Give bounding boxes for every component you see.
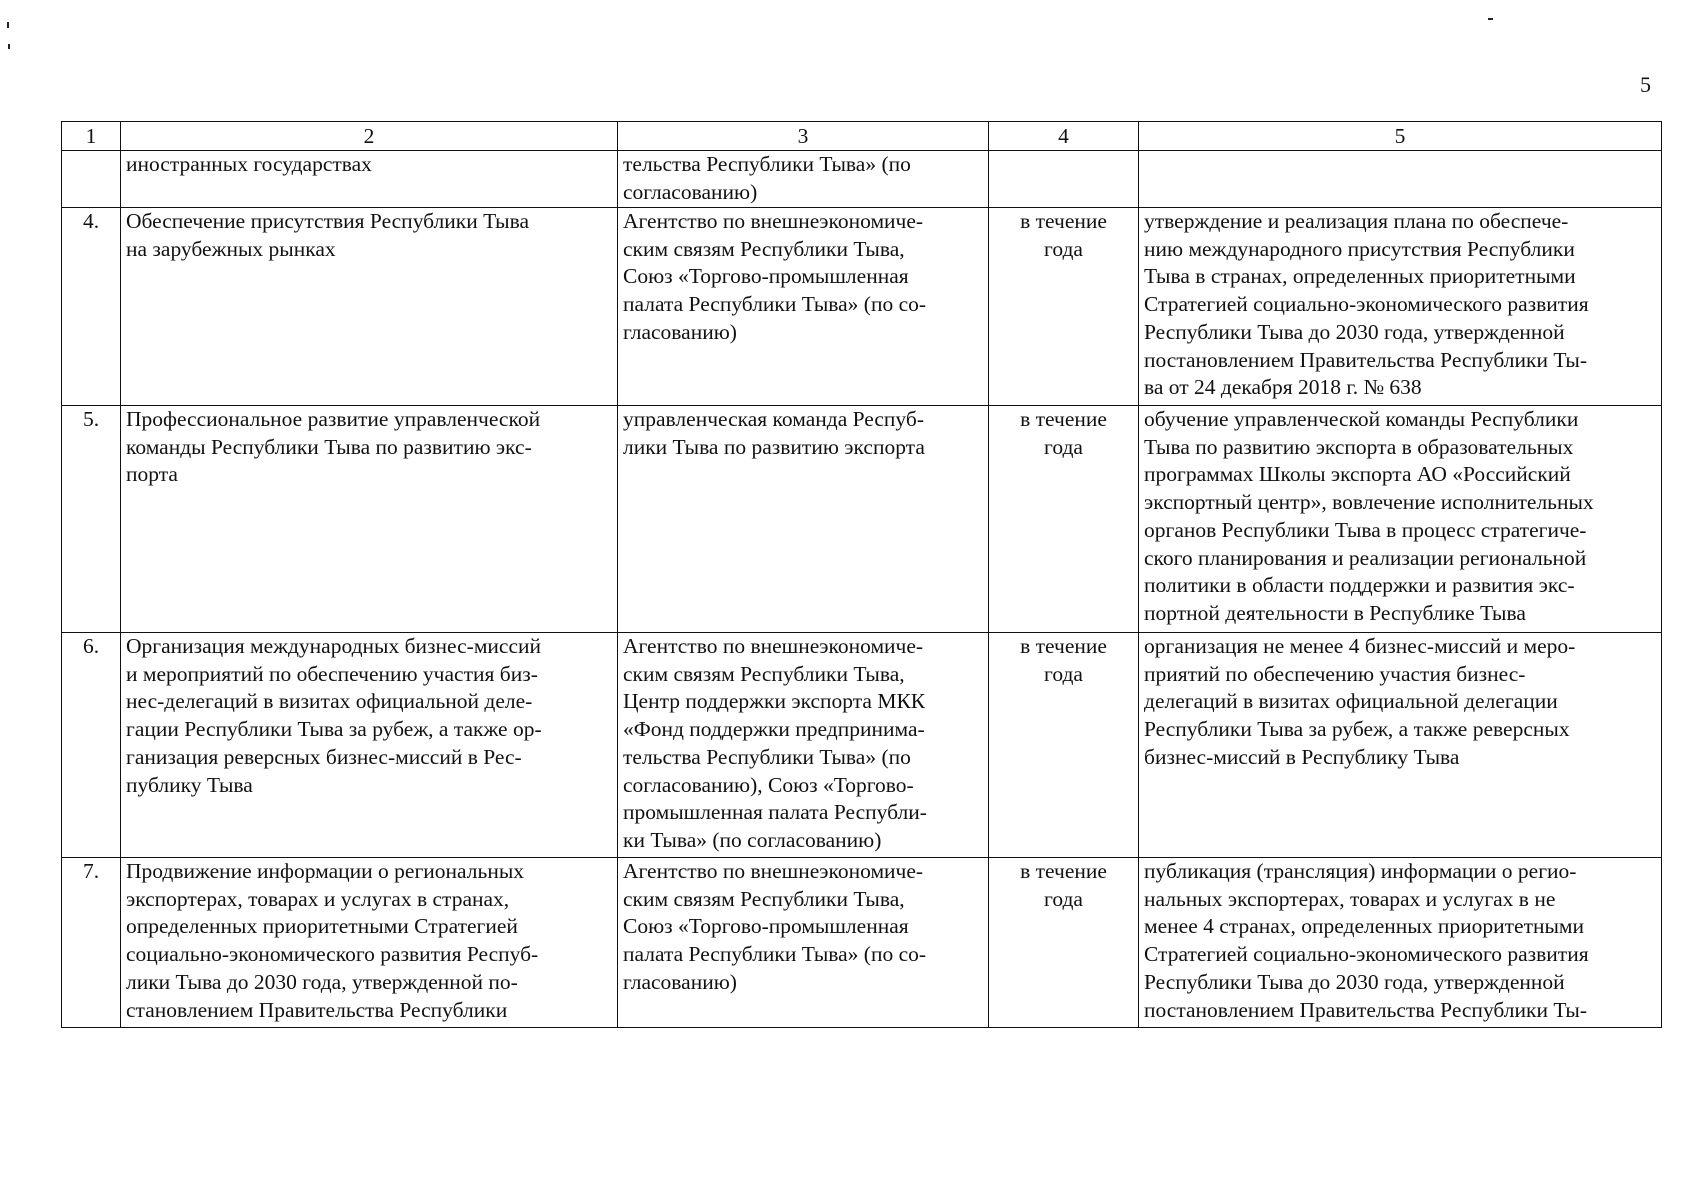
executor-cell: тельства Республики Тыва» (по согласованию) [618,151,989,208]
term-cell: в течение года [989,858,1139,1028]
row-number [62,151,121,208]
scan-mark [8,44,10,49]
executor-cell: Агентство по внешнеэкономиче- ским связям Республики Тыва, Союз «Торгово-промышленная палата Республики Тыва» (по со- гласованию) [618,858,989,1028]
table-row [62,858,1662,1028]
term-cell: в течение года [989,406,1139,633]
result-cell: обучение управленческой команды Республики Тыва по развитию экспорта в образовательных программах Школы экспорта АО «Российский экспортный центр», вовлечение исполнительных органов Республики Тыва в процесс стратегиче- ского планирования и реализации региональной политики в области поддержки и развития экс- портной деятельности в Республике Тыва [1139,406,1662,633]
executor-cell: Агентство по внешнеэкономиче- ским связям Республики Тыва, Центр поддержки экспорта МКК «Фонд поддержки предпринима- тельства Республики Тыва» (по согласованию), Союз «Торгово- промышленная палата Республи- ки Тыва» (по согласованию) [618,633,989,858]
table-row [62,151,1662,208]
row-number: 7. [62,858,121,1028]
table-header-row [62,122,1662,151]
plan-table [61,121,1662,1028]
executor-cell: управленческая команда Респуб- лики Тыва по развитию экспорта [618,406,989,633]
column-header: 2 [121,122,618,151]
column-header: 1 [62,122,121,151]
row-number: 6. [62,633,121,858]
event-cell: Организация международных бизнес-миссий и мероприятий по обеспечению участия биз- нес-делегаций в визитах официальной деле- гации Республики Тыва за рубеж, а также ор- ганизация реверсных бизнес-миссий в Рес- публику Тыва [121,633,618,858]
event-cell: Профессиональное развитие управленческой команды Республики Тыва по развитию экс- порта [121,406,618,633]
column-header: 3 [618,122,989,151]
event-cell: иностранных государствах [121,151,618,208]
table-row [62,208,1662,406]
column-header: 4 [989,122,1139,151]
scan-mark [1488,18,1493,20]
executor-cell: Агентство по внешнеэкономиче- ским связям Республики Тыва, Союз «Торгово-промышленная палата Республики Тыва» (по со- гласованию) [618,208,989,406]
result-cell: утверждение и реализация плана по обеспече- нию международного присутствия Республики Тыва в странах, определенных приоритетными Стратегией социально-экономического развития Республики Тыва до 2030 года, утвержденной постановлением Правительства Республики Ты- ва от 24 декабря 2018 г. № 638 [1139,208,1662,406]
event-cell: Обеспечение присутствия Республики Тыва на зарубежных рынках [121,208,618,406]
term-cell [989,151,1139,208]
scan-mark [7,22,9,28]
table-row [62,633,1662,858]
row-number: 5. [62,406,121,633]
term-cell: в течение года [989,208,1139,406]
table-row [62,406,1662,633]
row-number: 4. [62,208,121,406]
event-cell: Продвижение информации о региональных экспортерах, товарах и услугах в странах, определенных приоритетными Стратегией социально-экономического развития Респуб- лики Тыва до 2030 года, утвержденной по- становлением Правительства Республики [121,858,618,1028]
column-header: 5 [1139,122,1662,151]
result-cell: публикация (трансляция) информации о регио- нальных экспортерах, товарах и услугах в не менее 4 странах, определенных приоритетными Стратегией социально-экономического развития Республики Тыва до 2030 года, утвержденной постановлением Правительства Республики Ты- [1139,858,1662,1028]
term-cell: в течение года [989,633,1139,858]
result-cell [1139,151,1662,208]
result-cell: организация не менее 4 бизнес-миссий и меро- приятий по обеспечению участия бизнес- делегаций в визитах официальной делегации Республики Тыва за рубеж, а также реверсных бизнес-миссий в Республику Тыва [1139,633,1662,858]
page-number: 5 [1640,72,1651,97]
